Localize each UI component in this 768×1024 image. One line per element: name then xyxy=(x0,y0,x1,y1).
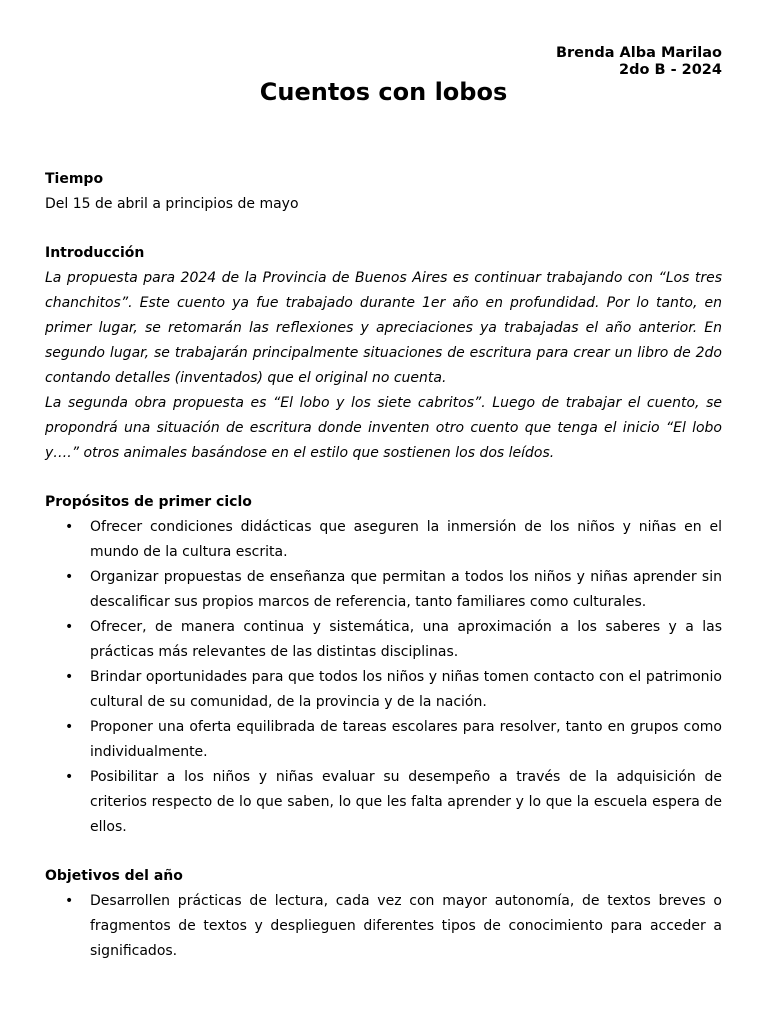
class-label: 2do B - 2024 xyxy=(618,62,722,78)
bullet-icon: • xyxy=(65,719,74,735)
document-title: Cuentos con lobos xyxy=(259,78,508,106)
bullet-icon: • xyxy=(65,619,74,635)
propositos-list xyxy=(45,515,722,840)
spacer xyxy=(45,466,722,490)
propositos-heading: Propósitos de primer ciclo xyxy=(45,494,252,510)
spacer xyxy=(45,107,722,167)
list-item xyxy=(45,715,722,765)
list-item xyxy=(45,515,722,565)
list-item xyxy=(45,765,722,840)
list-item-text: Ofrecer condiciones didácticas que aseguren la inmersión de los niños y niñas en el mundo de la cultura escrita. xyxy=(90,519,722,560)
list-item-text: Desarrollen prácticas de lectura, cada vez con mayor autonomía, de textos breves o fragmentos de textos y desplieguen diferentes tipos de conocimiento para acceder a significados. xyxy=(90,893,722,959)
tiempo-text: Del 15 de abril a principios de mayo xyxy=(45,196,299,212)
list-item-text: Brindar oportunidades para que todos los niños y niñas tomen contacto con el patrimonio cultural de su comunidad, de la provincia y de la nación. xyxy=(90,669,722,710)
introduccion-heading: Introducción xyxy=(45,245,145,261)
spacer xyxy=(45,840,722,864)
section-introduccion xyxy=(45,241,722,466)
list-item-text: Organizar propuestas de enseñanza que permitan a todos los niños y niñas aprender sin descalificar sus propios marcos de referencia, tanto familiares como culturales. xyxy=(90,569,722,610)
tiempo-heading: Tiempo xyxy=(45,171,104,187)
list-item-text: Proponer una oferta equilibrada de tareas escolares para resolver, tanto en grupos como individualmente. xyxy=(90,719,722,760)
list-item xyxy=(45,615,722,665)
author-name: Brenda Alba Marilao xyxy=(555,45,722,61)
introduccion-paragraph-1: La propuesta para 2024 de la Provincia de Buenos Aires es continuar trabajando con “Los tres chanchitos”. Este cuento ya fue trabajado durante 1er año en profundidad. Por lo tanto, en primer lugar, se retomarán las reflexiones y apreciaciones ya trabajadas el año anterior. En segundo lugar, se trabajarán principalmente situaciones de escritura para crear un libro de 2do contando detalles (inventados) que el original no cuenta. xyxy=(45,270,722,386)
objetivos-heading: Objetivos del año xyxy=(45,868,183,884)
objetivos-list xyxy=(45,889,722,964)
section-propositos xyxy=(45,490,722,840)
list-item-text: Ofrecer, de manera continua y sistemática, una aproximación a los saberes y a las prácticas más relevantes de las distintas disciplinas. xyxy=(90,619,722,660)
list-item xyxy=(45,565,722,615)
header-info xyxy=(45,45,722,79)
section-tiempo xyxy=(45,167,722,217)
bullet-icon: • xyxy=(65,569,74,585)
bullet-icon: • xyxy=(65,769,74,785)
section-objetivos xyxy=(45,864,722,964)
list-item xyxy=(45,665,722,715)
list-item xyxy=(45,889,722,964)
list-item-text: Posibilitar a los niños y niñas evaluar su desempeño a través de la adquisición de criterios respecto de lo que saben, lo que les falta aprender y lo que la escuela espera de ellos. xyxy=(90,769,722,835)
spacer xyxy=(45,217,722,241)
bullet-icon: • xyxy=(65,669,74,685)
introduccion-paragraph-2: La segunda obra propuesta es “El lobo y los siete cabritos”. Luego de trabajar el cuento, se propondrá una situación de escritura donde inventen otro cuento que tenga el inicio “El lobo y….” otros animales basándose en el estilo que sostienen los dos leídos. xyxy=(45,395,722,461)
bullet-icon: • xyxy=(65,519,74,535)
bullet-icon: • xyxy=(65,893,74,909)
